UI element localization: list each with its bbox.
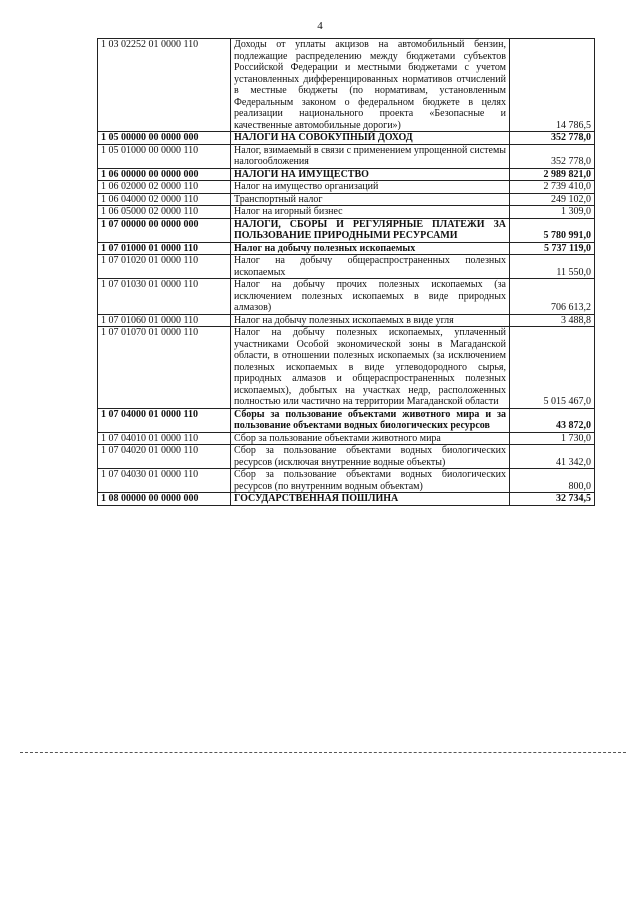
- revenue-amount-cell: 32 734,5: [510, 493, 595, 506]
- revenue-name-cell: Доходы от уплаты акцизов на автомобильный бензин, подлежащие распределению между бюджетами субъектов Российской Федерации и местными бюджетами с учетом установленных дифференцированных нормативов отчислений в местные бюджеты (по нормативам, установленным Федеральным законом о федеральном бюджете в целях реализации национального проекта «Безопасные и качественные автомобильные дороги»): [231, 39, 510, 132]
- table-row-section: [98, 242, 595, 255]
- revenue-name-cell: Налог, взимаемый в связи с применением упрощенной системы налогообложения: [231, 144, 510, 168]
- revenue-code-cell: 1 06 02000 02 0000 110: [98, 181, 231, 194]
- table-row: [98, 144, 595, 168]
- revenue-name-cell: Налог на игорный бизнес: [231, 206, 510, 219]
- revenue-code-cell: 1 08 00000 00 0000 000: [98, 493, 231, 506]
- table-row: [98, 206, 595, 219]
- revenue-code-cell: 1 07 01060 01 0000 110: [98, 314, 231, 327]
- revenue-amount-cell: 5 780 991,0: [510, 218, 595, 242]
- revenue-name-cell: Налог на добычу полезных ископаемых: [231, 242, 510, 255]
- revenue-name-cell: Налог на добычу прочих полезных ископаемых (за исключением полезных ископаемых в виде природных алмазов): [231, 279, 510, 315]
- revenue-code-cell: 1 07 04000 01 0000 110: [98, 408, 231, 432]
- revenue-amount-cell: 352 778,0: [510, 144, 595, 168]
- revenue-code-cell: 1 07 01000 01 0000 110: [98, 242, 231, 255]
- revenue-code-cell: 1 07 00000 00 0000 000: [98, 218, 231, 242]
- revenue-amount-cell: 43 872,0: [510, 408, 595, 432]
- table-row: [98, 181, 595, 194]
- table-row-section: [98, 132, 595, 145]
- page-number: 4: [317, 20, 323, 32]
- revenue-name-cell: Налог на добычу полезных ископаемых, уплаченный участниками Особой экономической зоны в Магаданской области, в отношении полезных ископаемых (за исключением полезных ископаемых в виде углеводородного сырья, природных алмазов и общераспространенных полезных ископаемых), добытых на участках недр, расположенных полностью или частично на территории Магаданской области: [231, 327, 510, 409]
- table-row: [98, 432, 595, 445]
- revenue-name-cell: Налог на добычу общераспространенных полезных ископаемых: [231, 255, 510, 279]
- table-row: [98, 314, 595, 327]
- revenue-name-cell: Сборы за пользование объектами животного мира и за пользование объектами водных биологических ресурсов: [231, 408, 510, 432]
- revenue-amount-cell: 2 739 410,0: [510, 181, 595, 194]
- revenue-name-cell: НАЛОГИ, СБОРЫ И РЕГУЛЯРНЫЕ ПЛАТЕЖИ ЗА ПОЛЬЗОВАНИЕ ПРИРОДНЫМИ РЕСУРСАМИ: [231, 218, 510, 242]
- revenue-name-cell: Налог на добычу полезных ископаемых в виде угля: [231, 314, 510, 327]
- revenue-amount-cell: 3 488,8: [510, 314, 595, 327]
- revenue-amount-cell: 5 015 467,0: [510, 327, 595, 409]
- table-row: [98, 193, 595, 206]
- revenue-amount-cell: 41 342,0: [510, 445, 595, 469]
- table-row: [98, 445, 595, 469]
- table-row: [98, 255, 595, 279]
- revenue-code-cell: 1 06 04000 02 0000 110: [98, 193, 231, 206]
- revenue-code-cell: 1 05 00000 00 0000 000: [98, 132, 231, 145]
- revenue-name-cell: НАЛОГИ НА СОВОКУПНЫЙ ДОХОД: [231, 132, 510, 145]
- table-row: [98, 327, 595, 409]
- table-row-section: [98, 218, 595, 242]
- revenue-amount-cell: 1 730,0: [510, 432, 595, 445]
- revenue-amount-cell: 249 102,0: [510, 193, 595, 206]
- revenue-code-cell: 1 07 04010 01 0000 110: [98, 432, 231, 445]
- revenue-code-cell: 1 05 01000 00 0000 110: [98, 144, 231, 168]
- table-row: [98, 279, 595, 315]
- revenue-code-cell: 1 07 01020 01 0000 110: [98, 255, 231, 279]
- revenue-table: [97, 38, 595, 506]
- page-divider: [20, 752, 626, 753]
- revenue-amount-cell: 14 786,5: [510, 39, 595, 132]
- revenue-name-cell: Налог на имущество организаций: [231, 181, 510, 194]
- revenue-code-cell: 1 06 00000 00 0000 000: [98, 168, 231, 181]
- revenue-code-cell: 1 07 01070 01 0000 110: [98, 327, 231, 409]
- revenue-name-cell: Сбор за пользование объектами водных биологических ресурсов (по внутренним водным объектам): [231, 469, 510, 493]
- revenue-amount-cell: 706 613,2: [510, 279, 595, 315]
- revenue-amount-cell: 5 737 119,0: [510, 242, 595, 255]
- revenue-amount-cell: 1 309,0: [510, 206, 595, 219]
- table-row: [98, 469, 595, 493]
- revenue-name-cell: Сбор за пользование объектами водных биологических ресурсов (исключая внутренние водные объекты): [231, 445, 510, 469]
- revenue-amount-cell: 2 989 821,0: [510, 168, 595, 181]
- revenue-table-body: [98, 39, 595, 506]
- revenue-name-cell: ГОСУДАРСТВЕННАЯ ПОШЛИНА: [231, 493, 510, 506]
- table-row-section: [98, 168, 595, 181]
- revenue-amount-cell: 11 550,0: [510, 255, 595, 279]
- revenue-code-cell: 1 07 04020 01 0000 110: [98, 445, 231, 469]
- revenue-code-cell: 1 06 05000 02 0000 110: [98, 206, 231, 219]
- revenue-code-cell: 1 07 01030 01 0000 110: [98, 279, 231, 315]
- revenue-amount-cell: 800,0: [510, 469, 595, 493]
- table-row-section: [98, 493, 595, 506]
- revenue-code-cell: 1 03 02252 01 0000 110: [98, 39, 231, 132]
- table-row: [98, 39, 595, 132]
- revenue-name-cell: Транспортный налог: [231, 193, 510, 206]
- revenue-name-cell: НАЛОГИ НА ИМУЩЕСТВО: [231, 168, 510, 181]
- revenue-name-cell: Сбор за пользование объектами животного мира: [231, 432, 510, 445]
- revenue-amount-cell: 352 778,0: [510, 132, 595, 145]
- table-row-section: [98, 408, 595, 432]
- revenue-code-cell: 1 07 04030 01 0000 110: [98, 469, 231, 493]
